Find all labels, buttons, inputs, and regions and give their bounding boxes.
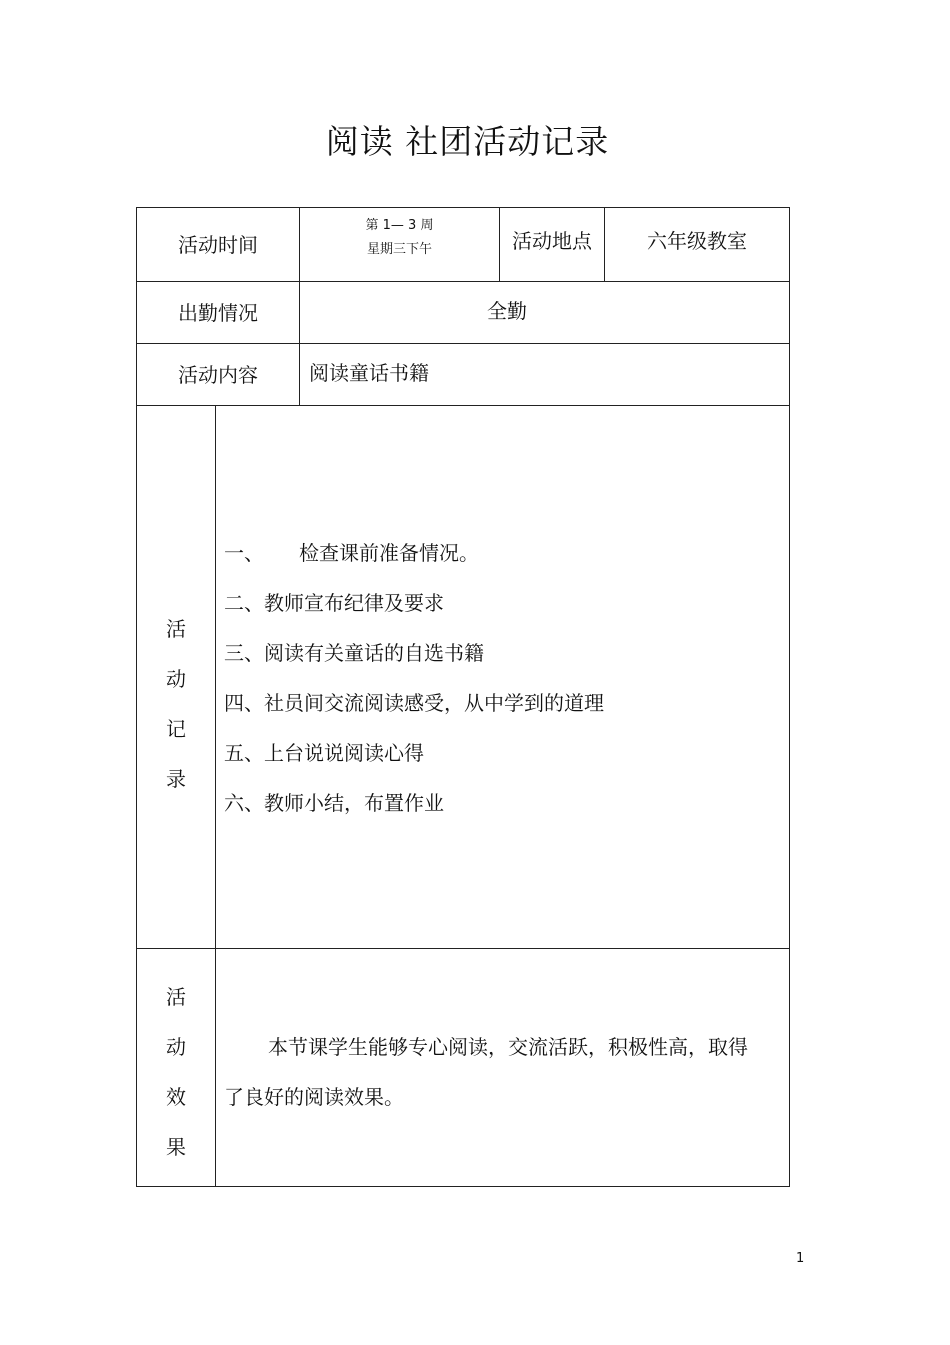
list-item [224, 578, 604, 628]
record-label-char: 录 [166, 767, 186, 791]
list-item [224, 528, 604, 578]
record-list [224, 528, 604, 828]
record-label-char: 记 [166, 717, 186, 741]
page-title: 阅读 社团活动记录 [325, 122, 610, 161]
record-label [137, 604, 215, 804]
effect-label [137, 972, 215, 1172]
table-border-bottom [136, 1186, 790, 1187]
table-border-right [789, 207, 790, 1187]
page-number: 1 [796, 1251, 805, 1266]
content-label: 活动内容 [178, 362, 258, 387]
effect-label-char: 活 [166, 985, 186, 1009]
list-item [224, 678, 604, 728]
item-number: 三、 [224, 641, 264, 665]
effect-label-char: 效 [166, 1085, 186, 1109]
item-text: 检查课前准备情况。 [299, 541, 479, 565]
time-value [300, 214, 499, 278]
list-item [224, 778, 604, 828]
effect-text [224, 1022, 764, 1122]
time-label: 活动时间 [178, 232, 258, 257]
list-item [224, 628, 604, 678]
item-text: 上台说说阅读心得 [264, 741, 424, 765]
attendance-label: 出勤情况 [178, 300, 258, 325]
item-text: 教师小结，布置作业 [264, 791, 444, 815]
effect-paragraph: 本节课学生能够专心阅读，交流活跃，积极性高，取得了良好的阅读效果。 [224, 1035, 748, 1109]
place-value: 六年级教室 [647, 229, 747, 253]
col-divider [215, 405, 216, 1187]
item-text: 社员间交流阅读感受，从中学到的道理 [264, 691, 604, 715]
item-number: 四、 [224, 691, 264, 715]
item-text: 阅读有关童话的自选书籍 [264, 641, 484, 665]
place-label: 活动地点 [512, 229, 592, 253]
attendance-value: 全勤 [487, 299, 527, 323]
record-label-char: 动 [166, 667, 186, 691]
item-number: 一、 [224, 541, 264, 565]
item-number: 二、 [224, 591, 264, 615]
row-divider [136, 405, 790, 406]
item-number: 五、 [224, 741, 264, 765]
row-divider [136, 948, 790, 949]
effect-label-char: 动 [166, 1035, 186, 1059]
record-label-char: 活 [166, 617, 186, 641]
item-number: 六、 [224, 791, 264, 815]
effect-label-char: 果 [166, 1135, 186, 1159]
item-text: 教师宣布纪律及要求 [264, 591, 444, 615]
time-day: 星期三下午 [366, 242, 432, 257]
time-week: 第 1— 3 周 [365, 218, 434, 233]
content-value: 阅读童话书籍 [309, 361, 429, 385]
list-item [224, 728, 604, 778]
